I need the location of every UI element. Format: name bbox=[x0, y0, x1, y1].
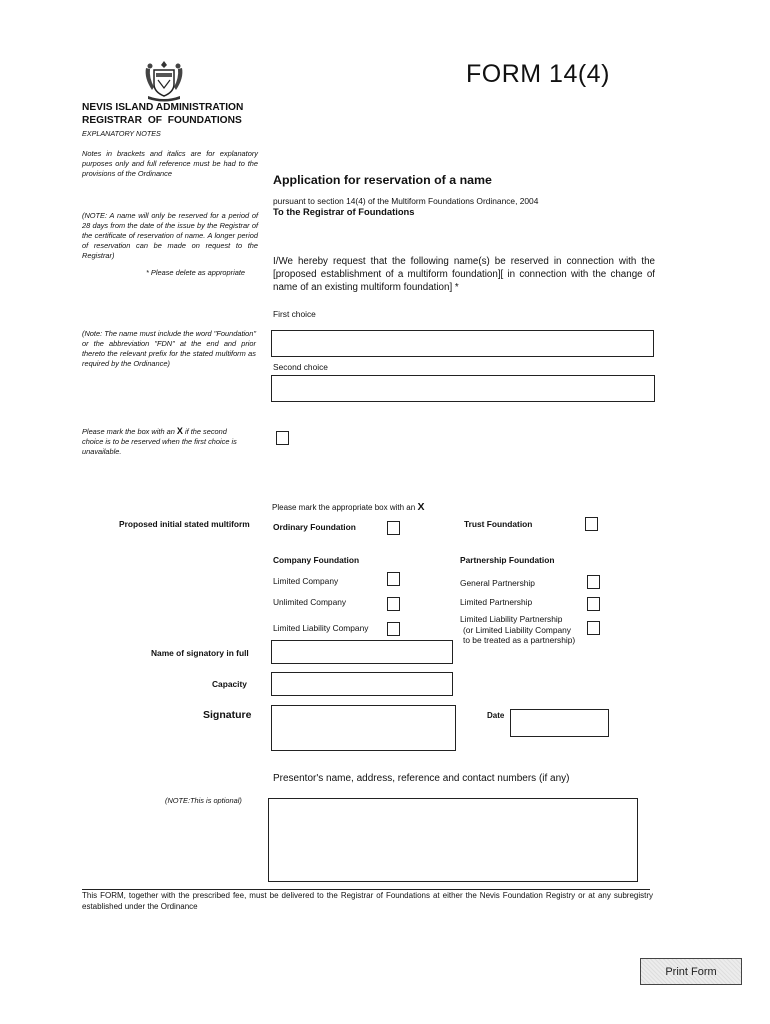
brackets-note: Notes in brackets and italics are for explanatory purposes only and full reference must be had to the provisions of the Ordinance bbox=[82, 149, 258, 178]
ordinary-foundation-checkbox[interactable] bbox=[387, 521, 400, 535]
trust-foundation-label: Trust Foundation bbox=[464, 519, 533, 529]
explanatory-notes-heading: EXPLANATORY NOTES bbox=[82, 129, 161, 138]
signature-field[interactable] bbox=[271, 705, 456, 751]
mark-box-instruction-text: Please mark the appropriate box with an bbox=[272, 503, 416, 512]
limited-company-checkbox[interactable] bbox=[387, 572, 400, 586]
capacity-input[interactable] bbox=[271, 672, 453, 696]
first-choice-input[interactable] bbox=[271, 330, 654, 357]
llp-label-line-2: (or Limited Liability Company bbox=[463, 624, 571, 635]
second-choice-note-pre: Please mark the box with an bbox=[82, 427, 175, 436]
org-line-1: NEVIS ISLAND ADMINISTRATION bbox=[82, 102, 244, 113]
org-line-2: REGISTRAR OF FOUNDATIONS bbox=[82, 115, 242, 126]
second-choice-label: Second choice bbox=[273, 362, 328, 372]
delete-note: * Please delete as appropriate bbox=[146, 268, 246, 277]
capacity-label: Capacity bbox=[212, 679, 247, 689]
second-choice-note bbox=[82, 426, 250, 457]
unlimited-company-checkbox[interactable] bbox=[387, 597, 400, 611]
form-number: FORM 14(4) bbox=[466, 60, 610, 88]
form-title: Application for reservation of a name bbox=[273, 173, 492, 187]
pursuant-line: pursuant to section 14(4) of the Multiform Foundations Ordinance, 2004 bbox=[273, 196, 539, 206]
second-choice-note-post: if the second choice is to be reserved when the first choice is unavailable. bbox=[82, 427, 237, 456]
second-choice-checkbox[interactable] bbox=[276, 431, 289, 445]
signatory-name-label: Name of signatory in full bbox=[151, 648, 249, 658]
print-form-button[interactable] bbox=[640, 958, 742, 985]
llp-label-line-1: Limited Liability Partnership bbox=[460, 614, 563, 624]
optional-note: (NOTE:This is optional) bbox=[165, 796, 242, 805]
request-statement: I/We hereby request that the following name(s) be reserved in connection with the [proposed establishment of a multiform foundation][ in connection with the change of name of an existing multiform foundation] * bbox=[273, 256, 655, 293]
date-label: Date bbox=[487, 711, 505, 720]
limited-partnership-checkbox[interactable] bbox=[587, 597, 600, 611]
reservation-period-note: (NOTE: A name will only be reserved for a period of 28 days from the date of the issue by the Registrar of the certificate of reservation of name. A longer period of reservation can be made on request to the Registrar) bbox=[82, 211, 258, 260]
presentor-label: Presentor's name, address, reference and contact numbers (if any) bbox=[273, 773, 570, 784]
mark-x-glyph: X bbox=[417, 501, 425, 513]
coat-of-arms-icon bbox=[140, 58, 188, 104]
second-choice-input[interactable] bbox=[271, 375, 655, 402]
unlimited-company-label: Unlimited Company bbox=[273, 597, 347, 607]
date-input[interactable] bbox=[510, 709, 609, 737]
presentor-details-input[interactable] bbox=[268, 798, 638, 882]
llc-checkbox[interactable] bbox=[387, 622, 400, 636]
first-choice-label: First choice bbox=[273, 309, 316, 319]
llp-checkbox[interactable] bbox=[587, 621, 600, 635]
print-form-button-label: Print Form bbox=[665, 965, 717, 978]
proposed-multiform-label: Proposed initial stated multiform bbox=[119, 519, 250, 529]
limited-company-label: Limited Company bbox=[273, 576, 339, 586]
footer-divider bbox=[82, 889, 650, 890]
company-foundation-heading: Company Foundation bbox=[273, 555, 360, 565]
ordinary-foundation-label: Ordinary Foundation bbox=[273, 522, 356, 532]
signature-label: Signature bbox=[203, 709, 252, 721]
mark-x-symbol: X bbox=[176, 426, 183, 436]
general-partnership-label: General Partnership bbox=[460, 578, 535, 588]
partnership-foundation-heading: Partnership Foundation bbox=[460, 555, 555, 565]
llp-label-line-3: to be treated as a partnership) bbox=[463, 635, 576, 645]
general-partnership-checkbox[interactable] bbox=[587, 575, 600, 589]
mark-box-instruction bbox=[272, 501, 424, 513]
llp-label bbox=[460, 614, 575, 646]
footer-text: This FORM, together with the prescribed fee, must be delivered to the Registrar of Foundations at either the Nevis Foundation Registry or at any subregistry established under the Ordinance bbox=[82, 891, 653, 911]
signatory-name-input[interactable] bbox=[271, 640, 453, 664]
to-registrar: To the Registrar of Foundations bbox=[273, 206, 415, 217]
trust-foundation-checkbox[interactable] bbox=[585, 517, 598, 531]
limited-partnership-label: Limited Partnership bbox=[460, 597, 533, 607]
llc-label: Limited Liability Company bbox=[273, 623, 369, 633]
foundation-word-note: (Note: The name must include the word "Foundation" or the abbreviation "FDN" at the end and prior thereto the relevant prefix for the stated multiform as required by the Ordinance) bbox=[82, 329, 256, 368]
